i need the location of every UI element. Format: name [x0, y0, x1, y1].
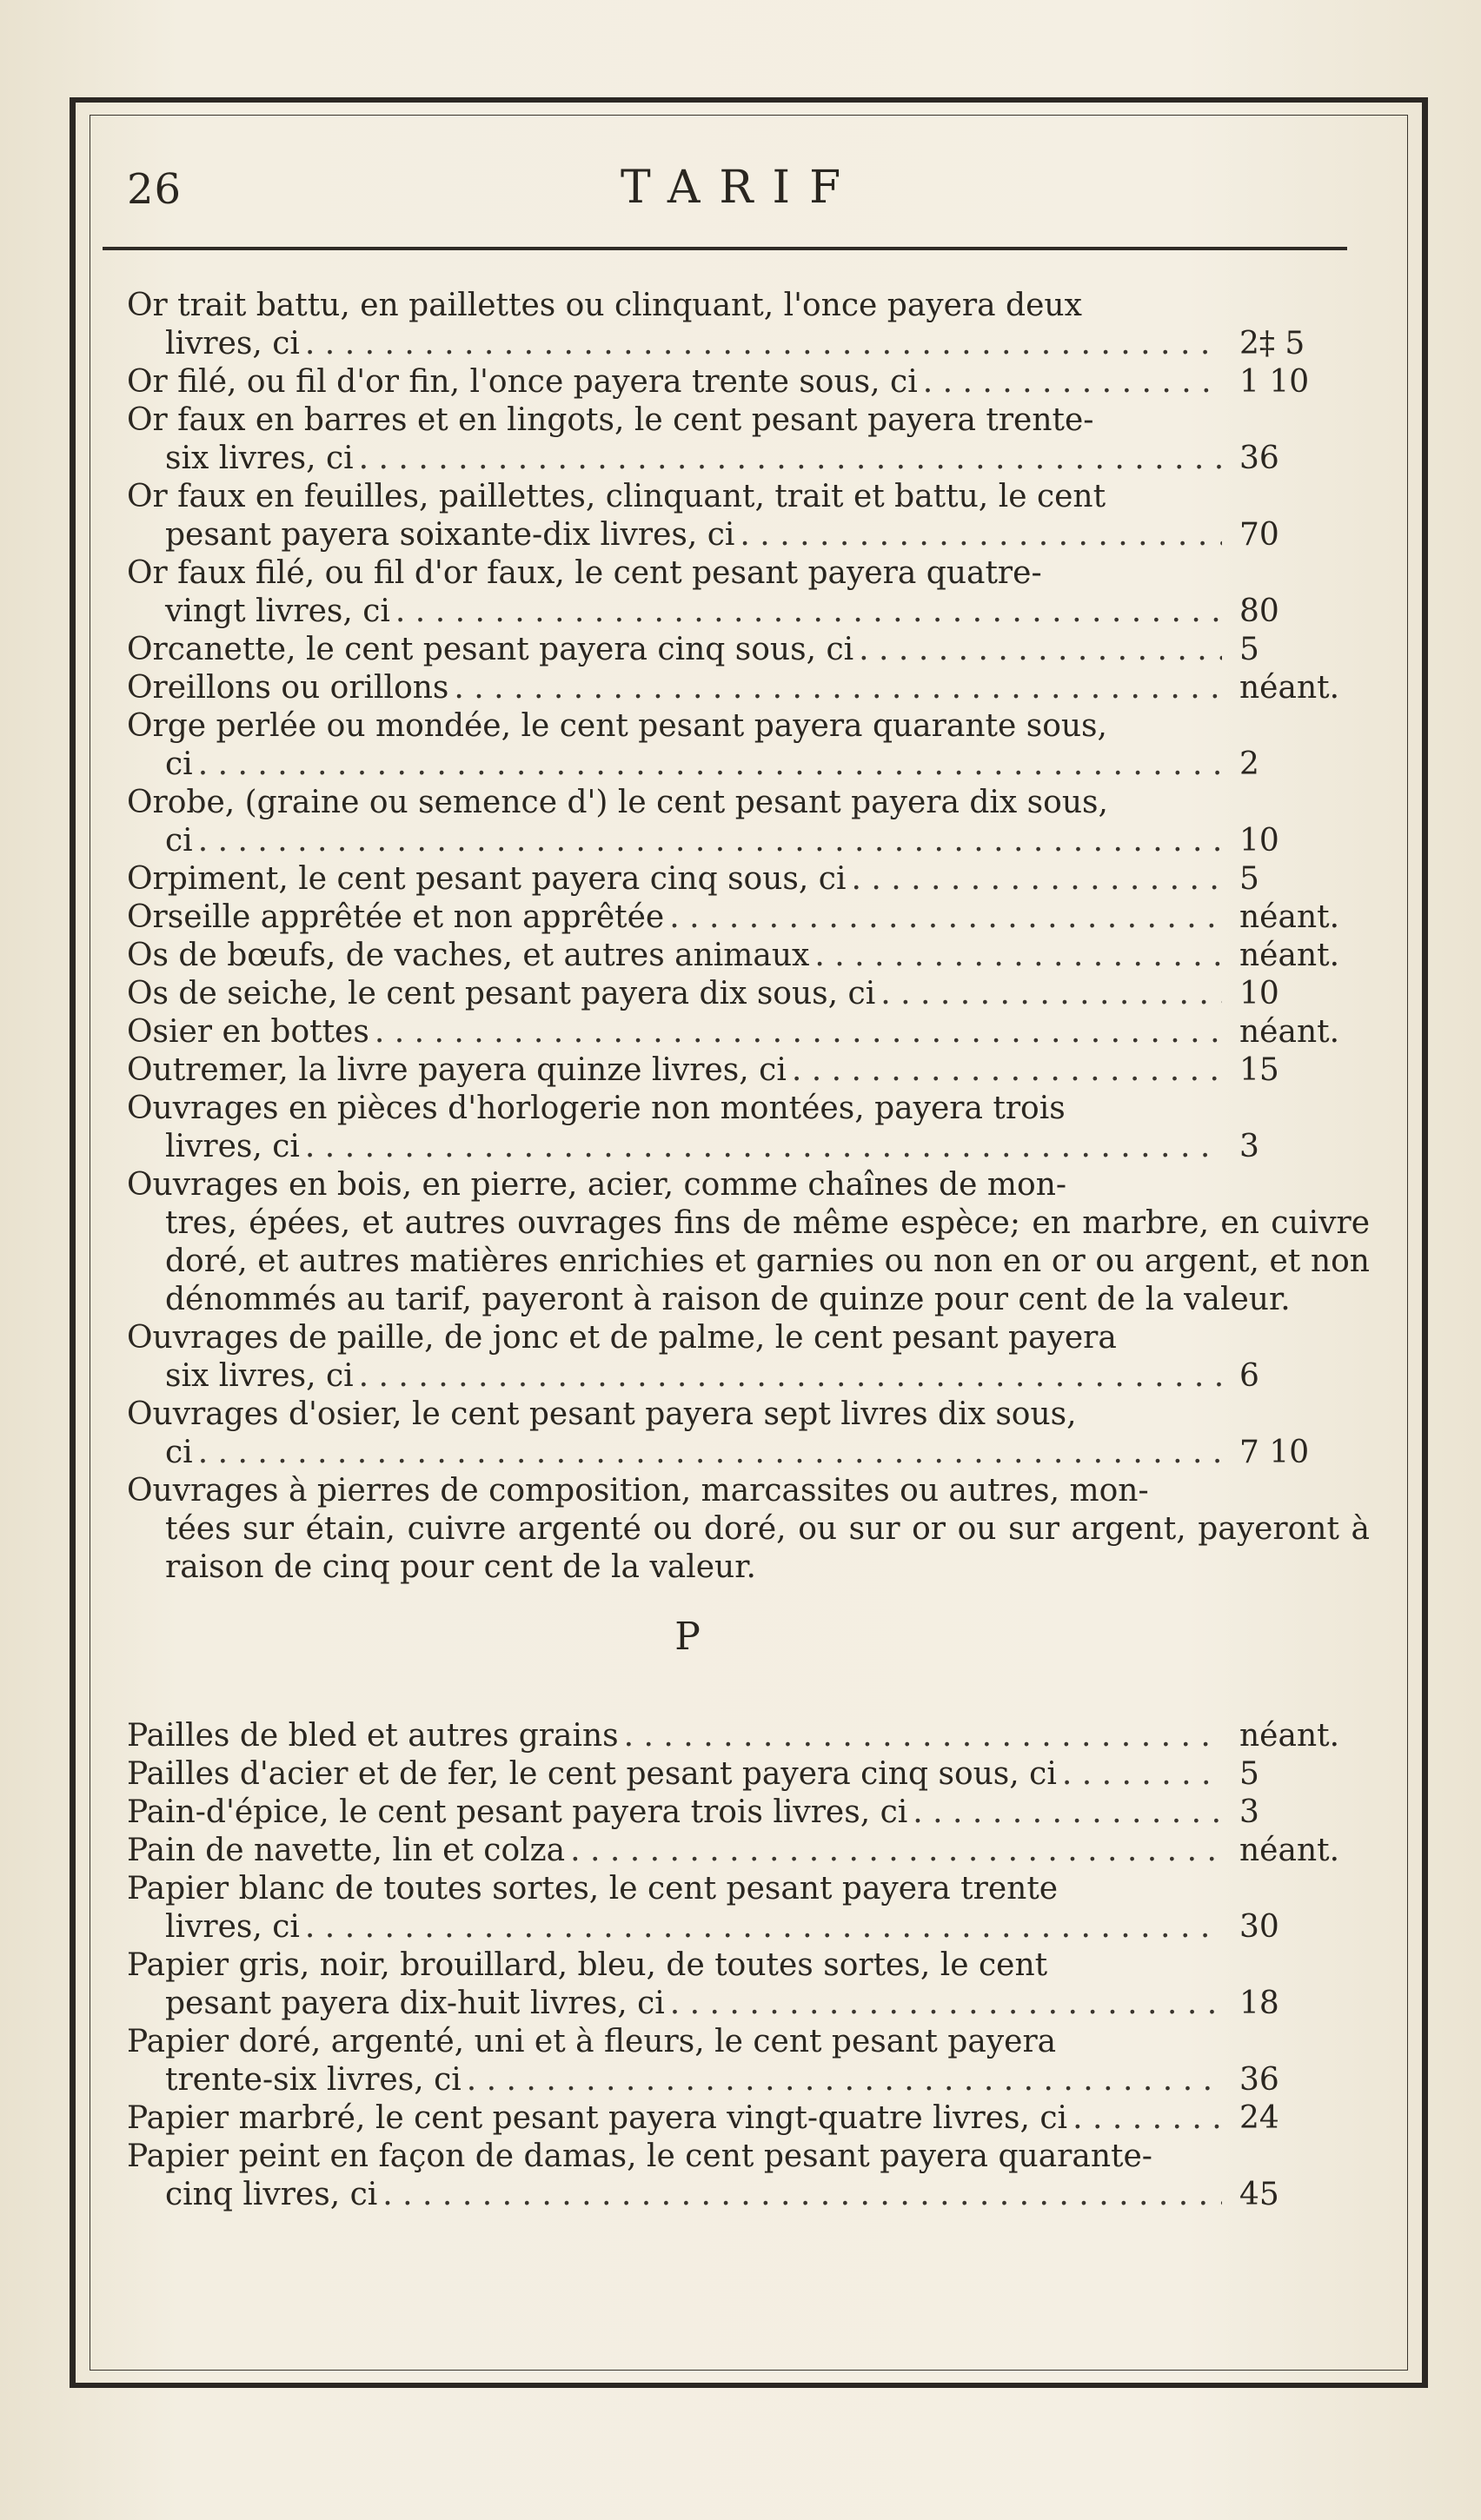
tariff-entry: [127, 784, 1370, 860]
entry-text-continued: six livres, ci: [165, 1358, 354, 1394]
dot-leader: [467, 2061, 1222, 2099]
dot-leader: [570, 1832, 1222, 1870]
tariff-entry: [127, 1319, 1370, 1396]
entry-text-continued: pesant payera dix-huit livres, ci: [165, 1986, 665, 2021]
entry-text: Papier marbré, le cent pesant payera vingt-quatre livres, ci: [127, 2100, 1068, 2136]
entry-text: Or filé, ou fil d'or fin, l'once payera trente sous, ci: [127, 364, 918, 400]
entry-text: Osier en bottes: [127, 1014, 369, 1050]
entry-text: Ouvrages en bois, en pierre, acier, comme chaînes de mon-: [127, 1167, 1067, 1203]
entry-text: Or trait battu, en paillettes ou clinquant, l'once payera deux: [127, 288, 1082, 323]
entry-amount: 15: [1239, 1052, 1279, 1088]
entries-o2: [127, 1319, 1370, 1472]
entry-text-continued: ci: [165, 823, 193, 859]
entries-o: [127, 287, 1370, 1166]
entry-text: Outremer, la livre payera quinze livres, ci: [127, 1052, 787, 1088]
tariff-entry: [127, 1051, 1370, 1090]
section-letter-p: P: [674, 1615, 701, 1659]
running-title: TARIF: [621, 162, 860, 214]
dot-leader: [198, 822, 1222, 860]
dot-leader: [359, 440, 1222, 478]
entry-amount: 2‡ 5: [1239, 326, 1305, 361]
dot-leader: [1062, 1755, 1222, 1794]
entry-text: Papier peint en façon de damas, le cent pesant payera quarante-: [127, 2139, 1152, 2174]
tariff-entry: [127, 287, 1370, 363]
entry-amount: 10: [1239, 976, 1279, 1011]
entry-text: Ouvrages en pièces d'horlogerie non montées, payera trois: [127, 1091, 1066, 1126]
tariff-entry: [127, 401, 1370, 478]
entry-ouvrages-bois: [127, 1166, 1370, 1319]
tariff-entry: [127, 707, 1370, 784]
entry-text: Orobe, (graine ou semence d') le cent pesant payera dix sous,: [127, 785, 1108, 820]
dot-leader: [913, 1794, 1222, 1832]
entry-text: Pain de navette, lin et colza: [127, 1833, 566, 1868]
header-rule: [103, 247, 1347, 250]
entry-text: Or faux en feuilles, paillettes, clinquant, trait et battu, le cent: [127, 479, 1106, 514]
dot-leader: [382, 2176, 1222, 2214]
entry-text: Os de seiche, le cent pesant payera dix sous, ci: [127, 976, 876, 1011]
page-header: [56, 139, 1359, 243]
entry-amount: néant.: [1239, 670, 1340, 706]
dot-leader: [814, 937, 1222, 975]
dot-leader: [375, 1013, 1222, 1051]
tariff-entry: [127, 1755, 1370, 1794]
tariff-entry: [127, 478, 1370, 554]
entry-amount: 70: [1239, 517, 1279, 553]
entry-text-continued: tées sur étain, cuivre argenté ou doré, ou sur or ou sur argent, payeront à raison de cinq pour cent de la valeur.: [165, 1511, 1370, 1585]
dot-leader: [198, 746, 1222, 784]
tariff-entry: [127, 2138, 1370, 2214]
entry-text: Ouvrages d'osier, le cent pesant payera sept livres dix sous,: [127, 1396, 1077, 1432]
entry-amount: 24: [1239, 2100, 1279, 2136]
entry-text-continued: trente-six livres, ci: [165, 2062, 462, 2098]
entry-amount: 5: [1239, 632, 1259, 667]
entry-amount: 36: [1239, 2062, 1279, 2098]
entry-amount: 5: [1239, 861, 1259, 897]
entry-text-continued: livres, ci: [165, 326, 300, 361]
dot-leader: [740, 516, 1222, 554]
dot-leader: [624, 1717, 1222, 1755]
entry-amount: 80: [1239, 594, 1279, 629]
entry-text: Papier doré, argenté, uni et à fleurs, le cent pesant payera: [127, 2024, 1057, 2059]
tariff-entry: [127, 2023, 1370, 2099]
tariff-entry: [127, 1013, 1370, 1051]
dot-leader: [792, 1051, 1222, 1090]
entry-amount: 1 10: [1239, 364, 1310, 400]
entry-text-continued: cinq livres, ci: [165, 2177, 378, 2212]
entry-text: Oreillons ou orillons: [127, 670, 449, 706]
entry-amount: 36: [1239, 441, 1279, 476]
entry-text: Pain-d'épice, le cent pesant payera trois livres, ci: [127, 1794, 908, 1830]
entry-text-continued: livres, ci: [165, 1909, 300, 1945]
tariff-entry: [127, 937, 1370, 975]
entry-text: Orpiment, le cent pesant payera cinq sous, ci: [127, 861, 847, 897]
tariff-entry: [127, 1946, 1370, 2023]
dot-leader: [305, 1128, 1222, 1166]
entry-text: Ouvrages de paille, de jonc et de palme, le cent pesant payera: [127, 1320, 1117, 1356]
dot-leader: [859, 631, 1222, 669]
entry-amount: néant.: [1239, 1833, 1340, 1868]
tariff-entry: [127, 631, 1370, 669]
tariff-entry: [127, 1717, 1370, 1755]
tariff-entry: [127, 899, 1370, 937]
entry-amount: 10: [1239, 823, 1279, 859]
dot-leader: [359, 1357, 1222, 1396]
entries-p: [127, 1717, 1370, 2214]
dot-leader: [923, 363, 1222, 401]
tariff-entry: [127, 1870, 1370, 1946]
entry-text-continued: tres, épées, et autres ouvrages fins de même espèce; en marbre, en cuivre doré, et autres matières enrichies et garnies ou non en or ou argent, et non dénommés au tarif, payeront à raison de quinze pour cent de la valeur.: [165, 1205, 1370, 1317]
entry-text: Ouvrages à pierres de composition, marcassites ou autres, mon-: [127, 1473, 1149, 1509]
dot-leader: [670, 1985, 1222, 2023]
entry-amount: néant.: [1239, 1014, 1340, 1050]
tariff-entry: [127, 554, 1370, 631]
dot-leader: [395, 593, 1222, 631]
tariff-entry: [127, 1396, 1370, 1472]
dot-leader: [198, 1434, 1222, 1472]
entry-text-continued: livres, ci: [165, 1129, 300, 1164]
entry-text: Or faux filé, ou fil d'or faux, le cent pesant payera quatre-: [127, 555, 1042, 591]
entry-amount: 3: [1239, 1129, 1259, 1164]
dot-leader: [454, 669, 1222, 707]
entry-text: Orge perlée ou mondée, le cent pesant payera quarante sous,: [127, 708, 1107, 744]
tariff-entry: [127, 363, 1370, 401]
entry-amount: néant.: [1239, 899, 1340, 935]
tariff-entry: [127, 1090, 1370, 1166]
entry-text-continued: vingt livres, ci: [165, 594, 390, 629]
entry-amount: 5: [1239, 1756, 1259, 1792]
dot-leader: [1073, 2099, 1222, 2138]
tariff-entry: [127, 975, 1370, 1013]
entry-text: Pailles d'acier et de fer, le cent pesant payera cinq sous, ci: [127, 1756, 1057, 1792]
entry-amount: néant.: [1239, 1718, 1340, 1754]
entry-text: Orseille apprêtée et non apprêtée: [127, 899, 665, 935]
tariff-content: [127, 287, 1370, 2214]
tariff-entry: [127, 1794, 1370, 1832]
entry-text-continued: ci: [165, 1435, 193, 1470]
entry-amount: 6: [1239, 1358, 1259, 1394]
entry-text: Os de bœufs, de vaches, et autres animaux: [127, 938, 810, 973]
tariff-entry: [127, 1832, 1370, 1870]
tariff-entry: [127, 2099, 1370, 2138]
dot-leader: [851, 860, 1222, 899]
entry-ouvrages-pierres: [127, 1472, 1370, 1587]
entry-text-continued: ci: [165, 746, 193, 782]
entry-text-continued: six livres, ci: [165, 441, 354, 476]
entry-amount: 18: [1239, 1986, 1279, 2021]
entry-text: Orcanette, le cent pesant payera cinq sous, ci: [127, 632, 854, 667]
entry-text: Pailles de bled et autres grains: [127, 1718, 619, 1754]
entry-text: Papier gris, noir, brouillard, bleu, de toutes sortes, le cent: [127, 1947, 1048, 1983]
page-number: 26: [127, 165, 183, 214]
tariff-entry: [127, 669, 1370, 707]
dot-leader: [305, 1908, 1222, 1946]
entry-amount: 3: [1239, 1794, 1259, 1830]
dot-leader: [880, 975, 1222, 1013]
entry-amount: néant.: [1239, 938, 1340, 973]
dot-leader: [305, 325, 1222, 363]
entry-text: Papier blanc de toutes sortes, le cent pesant payera trente: [127, 1871, 1059, 1907]
entry-amount: 30: [1239, 1909, 1279, 1945]
entry-text: Or faux en barres et en lingots, le cent pesant payera trente-: [127, 402, 1094, 438]
entry-amount: 45: [1239, 2177, 1279, 2212]
tariff-entry: [127, 860, 1370, 899]
entry-text-continued: pesant payera soixante-dix livres, ci: [165, 517, 735, 553]
dot-leader: [669, 899, 1222, 937]
entry-amount: 7 10: [1239, 1435, 1310, 1470]
entry-amount: 2: [1239, 746, 1259, 782]
